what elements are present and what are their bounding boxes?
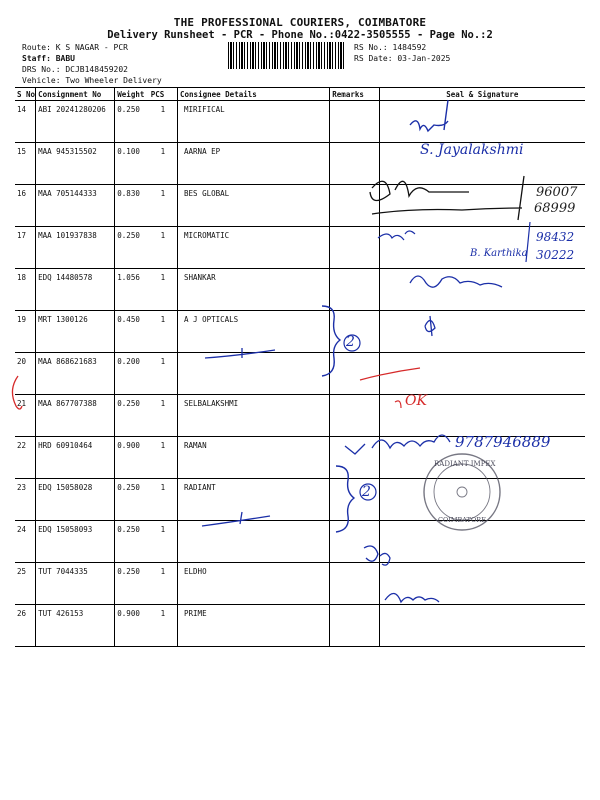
cell-pcs: 1 bbox=[149, 521, 178, 563]
cell-weight: 0.250 bbox=[115, 101, 149, 143]
cell-sno: 21 bbox=[15, 395, 36, 437]
cell-sno: 16 bbox=[15, 185, 36, 227]
col-header-sno: S No bbox=[17, 89, 36, 99]
cell-pcs: 1 bbox=[149, 185, 178, 227]
table-row bbox=[15, 227, 585, 269]
col-header-consignment: Consignment No bbox=[36, 88, 115, 101]
cell-cno: MAA 101937838 bbox=[36, 227, 115, 269]
cell-consignee bbox=[178, 353, 330, 395]
table-row bbox=[15, 479, 585, 521]
route-info bbox=[22, 42, 162, 86]
cell-cno: MRT 1300126 bbox=[36, 311, 115, 353]
cell-seal bbox=[379, 143, 585, 185]
cell-cno: EDQ 15058028 bbox=[36, 479, 115, 521]
seal-bottom-text: COIMBATORE bbox=[438, 516, 486, 524]
cell-remarks bbox=[330, 605, 379, 647]
col-header-consignee: Consignee Details bbox=[178, 88, 330, 101]
brace-mark-top: 2 bbox=[346, 334, 355, 350]
cell-sno: 15 bbox=[15, 143, 36, 185]
cell-cno: MAA 705144333 bbox=[36, 185, 115, 227]
cell-seal bbox=[379, 479, 585, 521]
col-header-weight: Weight bbox=[115, 88, 149, 101]
cell-seal bbox=[379, 521, 585, 563]
cell-sno: 25 bbox=[15, 563, 36, 605]
table-row bbox=[15, 563, 585, 605]
seal-top-text: RADIANT IMPEX bbox=[434, 460, 496, 468]
runsheet-title: Delivery Runsheet - PCR - Phone No.:0422-3505555 - Page No.:2 bbox=[107, 29, 493, 41]
cell-remarks bbox=[330, 521, 379, 563]
cell-remarks bbox=[330, 479, 379, 521]
cell-pcs: 1 bbox=[149, 227, 178, 269]
cell-consignee: BES GLOBAL bbox=[178, 185, 330, 227]
vehicle-label: Vehicle: Two Wheeler Delivery bbox=[22, 76, 162, 85]
table-row bbox=[15, 437, 585, 479]
table-row bbox=[15, 185, 585, 227]
col-header-seal: Seal & Signature bbox=[379, 88, 585, 101]
table-row bbox=[15, 605, 585, 647]
cell-weight: 0.250 bbox=[115, 395, 149, 437]
cell-consignee: SHANKAR bbox=[178, 269, 330, 311]
cell-cno: MAA 945315502 bbox=[36, 143, 115, 185]
cell-pcs: 1 bbox=[149, 437, 178, 479]
table-row bbox=[15, 311, 585, 353]
cell-seal bbox=[379, 395, 585, 437]
cell-sno: 14 bbox=[15, 101, 36, 143]
barcode bbox=[228, 42, 344, 69]
cell-consignee: MICROMATIC bbox=[178, 227, 330, 269]
table-row bbox=[15, 269, 585, 311]
drs-number: DRS No.: DCJB148459202 bbox=[22, 65, 128, 74]
cell-cno: HRD 60910464 bbox=[36, 437, 115, 479]
cell-cno: EDQ 15058093 bbox=[36, 521, 115, 563]
cell-sno: 24 bbox=[15, 521, 36, 563]
cell-pcs: 1 bbox=[149, 101, 178, 143]
runsheet-table bbox=[15, 87, 585, 647]
cell-remarks bbox=[330, 269, 379, 311]
cell-cno: TUT 7044335 bbox=[36, 563, 115, 605]
cell-consignee: SELBALAKSHMI bbox=[178, 395, 330, 437]
cell-cno: EDQ 14480578 bbox=[36, 269, 115, 311]
cell-sno: 18 bbox=[15, 269, 36, 311]
company-title: THE PROFESSIONAL COURIERS, COIMBATORE bbox=[173, 16, 427, 29]
cell-consignee bbox=[178, 521, 330, 563]
cell-weight: 0.830 bbox=[115, 185, 149, 227]
cell-weight: 0.250 bbox=[115, 521, 149, 563]
cell-weight: 0.900 bbox=[115, 605, 149, 647]
cell-weight: 0.450 bbox=[115, 311, 149, 353]
cell-remarks bbox=[330, 185, 379, 227]
cell-cno: MAA 867707388 bbox=[36, 395, 115, 437]
cell-seal bbox=[379, 311, 585, 353]
cell-remarks bbox=[330, 143, 379, 185]
rs-info bbox=[354, 42, 450, 64]
cell-weight: 0.200 bbox=[115, 353, 149, 395]
cell-sno: 22 bbox=[15, 437, 36, 479]
cell-sno: 23 bbox=[15, 479, 36, 521]
handwritten-number-22: 9787946889 bbox=[455, 433, 551, 451]
table-row bbox=[15, 101, 585, 143]
handwritten-ok-21: OK bbox=[405, 393, 427, 409]
cell-weight: 0.250 bbox=[115, 479, 149, 521]
rs-number: RS No.: 1484592 bbox=[354, 43, 427, 52]
cell-weight: 0.900 bbox=[115, 437, 149, 479]
cell-pcs: 1 bbox=[149, 479, 178, 521]
cell-sno: 26 bbox=[15, 605, 36, 647]
handwritten-number-17b: 30222 bbox=[536, 248, 575, 262]
cell-remarks bbox=[330, 563, 379, 605]
cell-weight: 1.056 bbox=[115, 269, 149, 311]
cell-remarks bbox=[330, 437, 379, 479]
handwritten-name-17: B. Karthika bbox=[470, 248, 528, 259]
cell-remarks bbox=[330, 353, 379, 395]
cell-seal bbox=[379, 269, 585, 311]
cell-cno: ABI 20241280206 bbox=[36, 101, 115, 143]
cell-remarks bbox=[330, 227, 379, 269]
handwritten-number-17a: 98432 bbox=[536, 230, 575, 244]
cell-seal bbox=[379, 185, 585, 227]
cell-consignee: A J OPTICALS bbox=[178, 311, 330, 353]
cell-weight: 0.100 bbox=[115, 143, 149, 185]
cell-pcs: 1 bbox=[149, 311, 178, 353]
table-row bbox=[15, 143, 585, 185]
cell-consignee: MIRIFICAL bbox=[178, 101, 330, 143]
cell-remarks bbox=[330, 101, 379, 143]
cell-sno: 17 bbox=[15, 227, 36, 269]
cell-pcs: 1 bbox=[149, 395, 178, 437]
handwritten-signature-15: S. Jayalakshmi bbox=[420, 142, 524, 158]
cell-weight: 0.250 bbox=[115, 227, 149, 269]
cell-seal bbox=[379, 227, 585, 269]
cell-seal bbox=[379, 353, 585, 395]
col-header-remarks: Remarks bbox=[330, 88, 379, 101]
cell-weight: 0.250 bbox=[115, 563, 149, 605]
brace-mark-bottom: 2 bbox=[362, 484, 371, 500]
cell-consignee: PRIME bbox=[178, 605, 330, 647]
cell-cno: MAA 868621683 bbox=[36, 353, 115, 395]
cell-consignee: ELDHO bbox=[178, 563, 330, 605]
handwritten-number-16b: 68999 bbox=[534, 201, 576, 216]
cell-pcs: 1 bbox=[149, 563, 178, 605]
cell-consignee: RADIANT bbox=[178, 479, 330, 521]
cell-pcs: 1 bbox=[149, 143, 178, 185]
table-row bbox=[15, 353, 585, 395]
cell-seal bbox=[379, 101, 585, 143]
cell-sno: 20 bbox=[15, 353, 36, 395]
cell-seal bbox=[379, 563, 585, 605]
cell-seal bbox=[379, 605, 585, 647]
rs-date: RS Date: 03-Jan-2025 bbox=[354, 54, 451, 63]
table-header-row bbox=[15, 88, 585, 101]
cell-cno: TUT 426153 bbox=[36, 605, 115, 647]
cell-remarks bbox=[330, 395, 379, 437]
staff-label: Staff: BABU bbox=[22, 54, 75, 63]
route-label: Route: K S NAGAR - PCR bbox=[22, 43, 128, 52]
cell-pcs: 1 bbox=[149, 605, 178, 647]
cell-pcs: 1 bbox=[149, 353, 178, 395]
cell-consignee: AARNA EP bbox=[178, 143, 330, 185]
table-row bbox=[15, 521, 585, 563]
cell-seal bbox=[379, 437, 585, 479]
col-header-pcs: PCS bbox=[149, 88, 178, 101]
handwritten-number-16a: 96007 bbox=[536, 185, 578, 200]
cell-sno: 19 bbox=[15, 311, 36, 353]
table-row bbox=[15, 395, 585, 437]
cell-pcs: 1 bbox=[149, 269, 178, 311]
cell-consignee: RAMAN bbox=[178, 437, 330, 479]
cell-remarks bbox=[330, 311, 379, 353]
